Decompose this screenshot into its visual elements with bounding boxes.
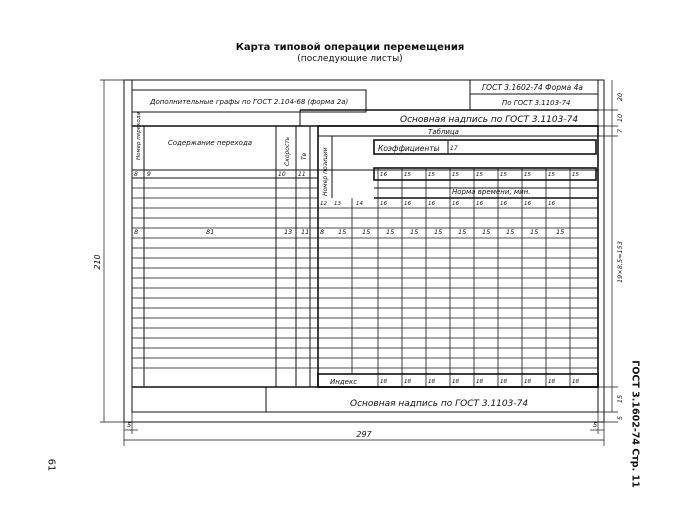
time-num: 16 [548,201,555,207]
coef-num: 15 [476,172,483,178]
dim-right: 19×8,5=153 [616,241,624,283]
width-label: 15 [530,228,539,236]
dim-right: 10 [616,113,624,123]
index-label: Индекс [330,378,358,386]
document-title: Карта типовой операции перемещения [235,42,465,53]
time-num: 16 [380,201,387,207]
tv-col: Тв [301,152,308,160]
coef-num: 15 [524,172,531,178]
main-inscription-bottom: Основная надпись по ГОСТ 3.1103-74 [350,399,529,409]
index-num: 18 [452,379,459,385]
time-num: 16 [476,201,483,207]
dim-right: 5 [616,415,624,421]
width-label: 15 [338,228,347,236]
cell-8: 8 [134,171,138,178]
dim-margin-left: 5 [127,421,132,429]
index-num: 18 [572,379,579,385]
dim-height: 210 [93,254,102,270]
time-num: 16 [500,201,507,207]
index-num: 18 [404,379,411,385]
page-number: 61 [45,458,57,472]
dim-width: 297 [356,430,372,439]
coef-num: 15 [572,172,579,178]
index-num: 18 [548,379,555,385]
cell-11: 11 [298,171,306,178]
time-num: 16 [428,201,435,207]
position-no-col: Номер позиции [322,147,329,196]
coef-num: 15 [548,172,555,178]
transition-no-col: Номер перехода [136,112,142,160]
gost-form-label: ГОСТ 3.1602-74 Форма 4а [482,83,583,92]
speed-col: Скорость [284,136,291,166]
coef-num: 15 [428,172,435,178]
width-label: 15 [434,228,443,236]
width-label: 11 [301,228,310,236]
row-num: 13 [334,201,341,207]
coefficients-label: Коэффициенты [378,144,440,153]
index-num: 18 [476,379,483,385]
cell-10: 10 [278,171,286,178]
standard-page-label: ГОСТ 3.1602-74 Стр. 11 [629,360,641,488]
cell-9: 9 [147,171,151,178]
index-num: 18 [500,379,507,385]
cell-17: 17 [450,145,458,152]
dim-right: 20 [616,92,624,102]
row-num: 12 [320,201,327,207]
width-label: 8 [320,228,325,236]
dim-right: 15 [616,394,624,404]
row-num: 14 [356,201,363,207]
content-col-title: Содержание перехода [167,139,253,147]
width-label: 15 [458,228,467,236]
main-inscription-top: Основная надпись по ГОСТ 3.1103-74 [400,115,579,125]
width-label: 15 [410,228,419,236]
coef-num: 16 [380,172,387,178]
width-label: 81 [206,228,215,236]
width-label: 15 [506,228,515,236]
time-norm-label: Норма времени, мин. [452,188,531,196]
index-num: 18 [380,379,387,385]
coef-num: 15 [452,172,459,178]
dim-margin-right: 5 [593,421,598,429]
coef-num: 15 [404,172,411,178]
ref-gost-label: По ГОСТ 3.1103-74 [502,99,571,107]
width-label: 15 [362,228,371,236]
width-label: 15 [482,228,491,236]
time-num: 16 [524,201,531,207]
time-num: 16 [452,201,459,207]
table-label: Таблица [428,128,459,136]
additional-columns-label: Дополнительные графы по ГОСТ 2.104-68 (форма 2а) [150,98,349,106]
width-label: 15 [386,228,395,236]
index-num: 18 [428,379,435,385]
width-label: 13 [284,228,293,236]
width-label: 8 [134,228,139,236]
time-num: 16 [404,201,411,207]
document-subtitle: (последующие листы) [297,54,403,64]
index-num: 18 [524,379,531,385]
coef-num: 15 [500,172,507,178]
dim-right: 7 [616,128,624,134]
width-label: 15 [556,228,565,236]
